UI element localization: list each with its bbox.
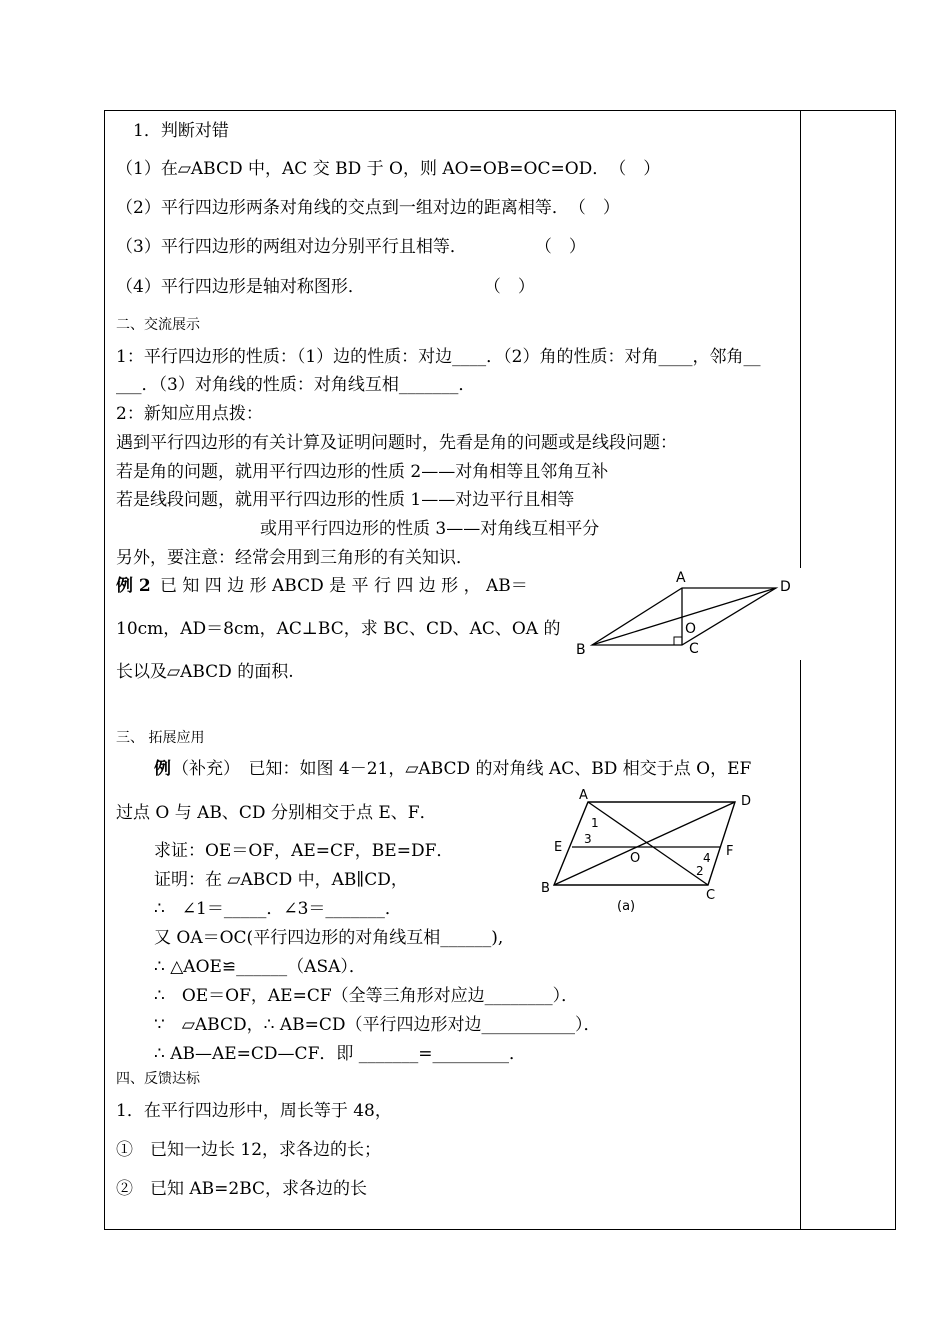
- part3-heading: 三、 拓展应用: [116, 730, 205, 746]
- part1-item-1: （1）在▱ABCD 中，AC 交 BD 于 O，则 AO=OB=OC=OD． （ ）: [116, 159, 661, 179]
- part3-example-line-1: （补充） 已知：如图 4－21，▱ABCD 的对角线 AC、BD 相交于点 O，EF: [172, 759, 752, 779]
- figure-caption: (a): [617, 899, 636, 914]
- table-bottom-border: [104, 1229, 896, 1230]
- example2-label-A: A: [676, 570, 686, 586]
- figure-label-E: E: [554, 840, 563, 855]
- part2-line: 1：平行四边形的性质：（1）边的性质：对边____．（2）角的性质：对角____，邻角__: [116, 347, 761, 367]
- example2-line: 10cm，AD＝8cm，AC⊥BC，求 BC、CD、AC、OA 的: [116, 619, 561, 639]
- table-top-border: [104, 110, 896, 111]
- part2-heading: 二、交流展示: [116, 317, 200, 333]
- proof-line: ∴ ∠1＝_____．∠3＝_______．: [154, 899, 402, 919]
- part4-line: ① 已知一边长 12，求各边的长；: [116, 1140, 382, 1160]
- part2-line: ___．（3）对角线的性质：对角线互相_______．: [116, 375, 476, 395]
- part1-item-3: （3）平行四边形的两组对边分别平行且相等． （ ）: [116, 237, 586, 257]
- table-left-border: [104, 110, 105, 1230]
- example2-label-O: O: [685, 621, 697, 637]
- part2-line: 若是线段问题，就用平行四边形的性质 1——对边平行且相等: [116, 490, 575, 510]
- proof-line: 求证：OE＝OF，AE=CF，BE=DF．: [154, 841, 454, 861]
- proof-line: ∵ ▱ABCD，∴ AB=CD（平行四边形对边___________）．: [154, 1015, 601, 1035]
- part2-line: 另外，要注意：经常会用到三角形的有关知识．: [116, 548, 473, 568]
- figure-label-3: 3: [584, 832, 592, 846]
- part3-example-label: 例: [154, 759, 171, 779]
- table-column-divider-upper: [800, 110, 801, 568]
- part2-line: 若是角的问题，就用平行四边形的性质 2——对角相等且邻角互补: [116, 462, 609, 482]
- example2-label-B: B: [576, 642, 586, 658]
- part1-title: 1．判断对错: [133, 121, 229, 141]
- example-figure-a: [535, 785, 765, 920]
- part2-line: 或用平行四边形的性质 3——对角线互相平分: [260, 519, 600, 539]
- figure-label-1: 1: [591, 816, 599, 830]
- figure-label-D: D: [741, 794, 752, 809]
- proof-line: 证明：在 ▱ABCD 中，AB∥CD，: [154, 870, 408, 890]
- example2-label-C: C: [689, 641, 699, 657]
- part1-item-2: （2）平行四边形两条对角线的交点到一组对边的距离相等． （ ）: [116, 198, 620, 218]
- figure-label-B: B: [541, 881, 550, 896]
- part2-line: 遇到平行四边形的有关计算及证明问题时，先看是角的问题或是线段问题：: [116, 433, 677, 453]
- proof-line: 又 OA＝OC(平行四边形的对角线互相______),: [154, 928, 504, 948]
- proof-line: ∴ AB—AE=CD—CF．即 _______=_________．: [154, 1044, 527, 1064]
- table-column-divider-lower: [800, 660, 801, 1230]
- proof-line: ∴ △AOE≌______（ASA）．: [154, 957, 366, 977]
- example2-label: 例 2: [116, 576, 151, 596]
- example2-line: 已 知 四 边 形 ABCD 是 平 行 四 边 形 ， AB＝: [160, 576, 528, 596]
- example2-label-D: D: [780, 579, 791, 595]
- part4-line: ② 已知 AB=2BC，求各边的长: [116, 1179, 368, 1199]
- part1-item-4: （4）平行四边形是轴对称图形． （ ）: [116, 277, 535, 297]
- figure-label-4: 4: [703, 851, 711, 865]
- example2-figure: [570, 568, 800, 660]
- figure-label-O: O: [630, 851, 641, 866]
- part4-line: 1．在平行四边形中，周长等于 48，: [116, 1101, 392, 1121]
- figure-label-F: F: [726, 844, 734, 859]
- figure-label-C: C: [706, 888, 716, 903]
- example2-line: 长以及▱ABCD 的面积.: [116, 662, 294, 682]
- part3-example-line-2: 过点 O 与 AB、CD 分别相交于点 E、F．: [116, 803, 437, 823]
- figure-label-A: A: [579, 788, 588, 803]
- table-right-border: [895, 110, 896, 1230]
- part2-line: 2：新知应用点拨：: [116, 404, 263, 424]
- part4-heading: 四、反馈达标: [116, 1071, 200, 1087]
- proof-line: ∴ OE＝OF，AE=CF（全等三角形对应边________）．: [154, 986, 579, 1006]
- figure-label-2: 2: [696, 864, 704, 878]
